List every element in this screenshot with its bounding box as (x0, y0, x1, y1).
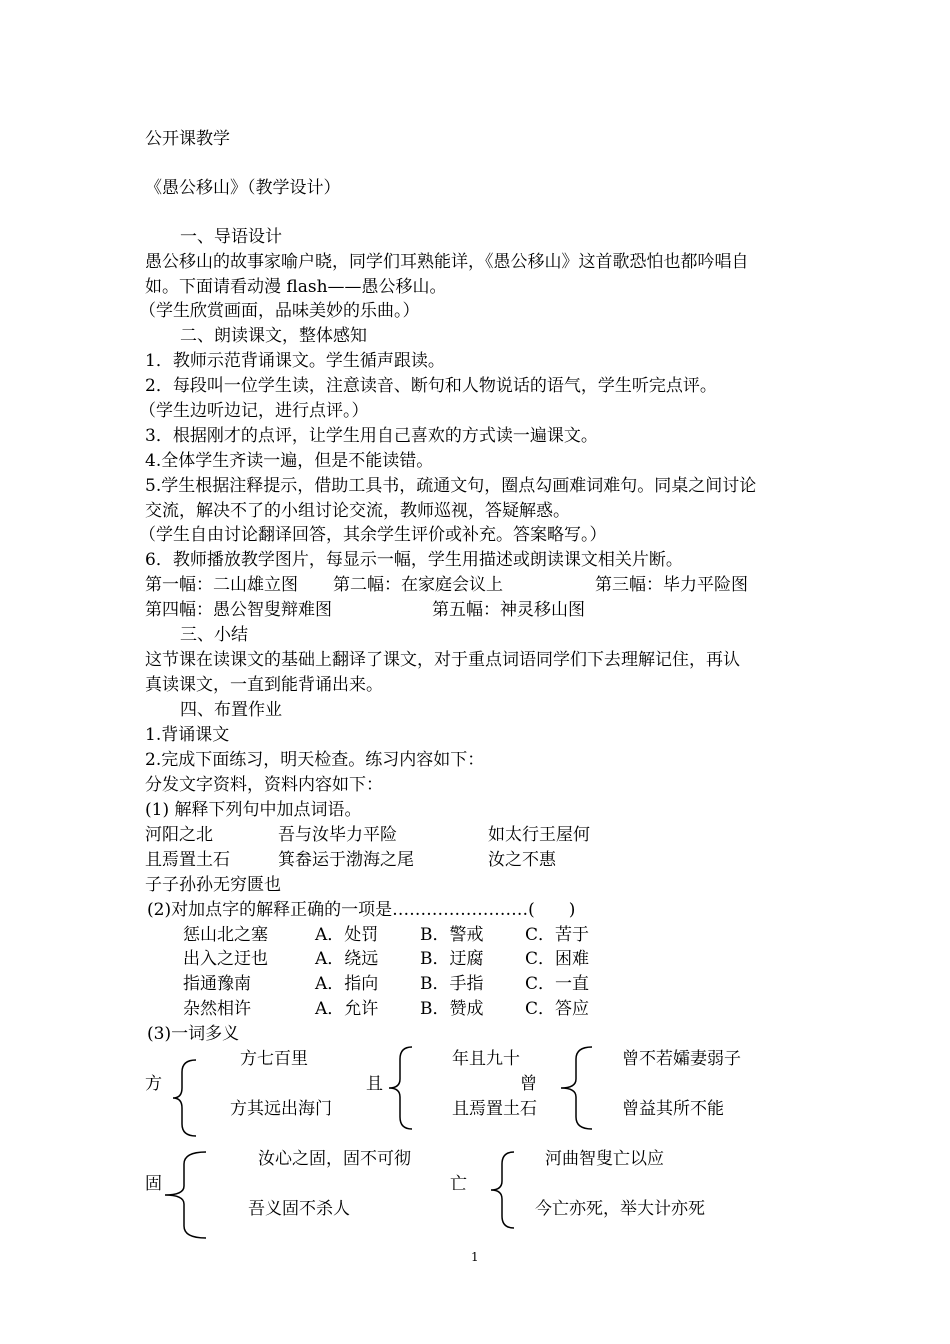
option-a: A．指向 (315, 974, 379, 994)
polysemy-example: 年且九十 (452, 1049, 520, 1069)
polysemy-example: 今亡亦死，举大计亦死 (535, 1199, 705, 1219)
option-phrase: 杂然相许 (183, 999, 251, 1019)
brace-icon (172, 1058, 202, 1138)
doc-header: 公开课教学 (145, 129, 230, 149)
section-heading-3: 三、小结 (180, 625, 248, 645)
homework-item: 1.背诵课文 (145, 725, 230, 745)
list-item: 2．每段叫一位学生读，注意读音、断句和人物说话的语气，学生听完点评。 (145, 376, 717, 396)
phrase-item: 吾与汝毕力平险 (278, 825, 397, 845)
phrase-item: 如太行王屋何 (488, 825, 590, 845)
section-heading-2: 二、朗读课文，整体感知 (180, 326, 367, 346)
option-a: A．允许 (315, 999, 379, 1019)
phrase-item: 河阳之北 (145, 825, 213, 845)
picture-item: 第五幅：神灵移山图 (432, 600, 585, 620)
polysemy-example: 曾益其所不能 (622, 1099, 724, 1119)
option-a: A．处罚 (315, 925, 379, 945)
option-a: A．绕远 (315, 949, 379, 969)
brace-icon (490, 1150, 520, 1230)
note: （学生边听边记，进行点评。） (139, 401, 369, 421)
option-phrase: 出入之迂也 (183, 949, 268, 969)
polysemy-example: 方七百里 (240, 1049, 308, 1069)
section-heading-1: 一、导语设计 (180, 227, 282, 247)
page-number: 1 (471, 1250, 479, 1264)
paragraph: 真读课文，一直到能背诵出来。 (145, 675, 383, 695)
paragraph: 愚公移山的故事家喻户晓，同学们耳熟能详，《愚公移山》这首歌恐怕也都吟唱自 (145, 252, 749, 272)
note: （学生自由讨论翻译回答，其余学生评价或补充。答案略写。） (139, 525, 607, 545)
paragraph: 这节课在读课文的基础上翻译了课文，对于重点词语同学们下去理解记住，再认 (145, 650, 740, 670)
brace-icon (164, 1150, 210, 1240)
phrase-item: 箕畚运于渤海之尾 (278, 850, 414, 870)
option-phrase: 指通豫南 (183, 974, 251, 994)
picture-item: 第一幅：二山雄立图 (145, 575, 298, 595)
picture-item: 第四幅：愚公智叟辩难图 (145, 600, 332, 620)
phrase-item: 且焉置土石 (145, 850, 230, 870)
paragraph: 如。下面请看动漫 flash——愚公移山。 (145, 277, 447, 297)
polysemy-example: 方其远出海门 (230, 1099, 332, 1119)
phrase-item: 子子孙孙无穷匮也 (145, 875, 281, 895)
section-heading-4: 四、布置作业 (180, 700, 282, 720)
picture-item: 第二幅：在家庭会议上 (333, 575, 503, 595)
question-2: (2)对加点字的解释正确的一项是……………………( ) (147, 900, 576, 920)
homework-item: 2.完成下面练习，明天检查。练习内容如下： (145, 750, 485, 770)
list-item: 1．教师示范背诵课文。学生循声跟读。 (145, 351, 445, 371)
polysemy-example: 汝心之固，固不可彻 (258, 1149, 411, 1169)
list-item: 5.学生根据注释提示，借助工具书，疏通文句，圈点勾画难词难句。同桌之间讨论 (145, 476, 757, 496)
polysemy-example: 曾不若孀妻弱子 (622, 1049, 741, 1069)
phrase-item: 汝之不惠 (488, 850, 556, 870)
option-b: B．手指 (420, 974, 484, 994)
polysemy-word: 且 (366, 1074, 383, 1094)
note: （学生欣赏画面，品味美妙的乐曲。） (139, 301, 420, 321)
brace-icon (560, 1045, 596, 1131)
polysemy-example: 且焉置土石 (452, 1099, 537, 1119)
option-b: B．警戒 (420, 925, 484, 945)
polysemy-word: 固 (145, 1174, 162, 1194)
picture-item: 第三幅：毕力平险图 (595, 575, 748, 595)
option-b: B．迂腐 (420, 949, 484, 969)
option-c: C．答应 (525, 999, 590, 1019)
polysemy-example: 河曲智叟亡以应 (545, 1149, 664, 1169)
option-c: C．苦于 (525, 925, 590, 945)
list-item: 3．根据刚才的点评，让学生用自己喜欢的方式读一遍课文。 (145, 426, 598, 446)
question-1: (1) 解释下列句中加点词语。 (145, 800, 362, 820)
option-phrase: 惩山北之塞 (183, 925, 268, 945)
brace-icon (388, 1045, 418, 1131)
polysemy-word: 亡 (450, 1174, 467, 1194)
doc-title: 《愚公移山》（教学设计） (145, 178, 341, 198)
list-item: 交流，解决不了的小组讨论交流，教师巡视，答疑解惑。 (145, 501, 570, 521)
homework-item: 分发文字资料，资料内容如下： (145, 775, 383, 795)
list-item: 4.全体学生齐读一遍，但是不能读错。 (145, 451, 434, 471)
option-c: C．一直 (525, 974, 590, 994)
list-item: 6．教师播放教学图片，每显示一幅，学生用描述或朗读课文相关片断。 (145, 550, 683, 570)
option-b: B．赞成 (420, 999, 484, 1019)
polysemy-word: 方 (145, 1074, 162, 1094)
polysemy-word: 曾 (520, 1074, 537, 1094)
question-3: (3)一词多义 (147, 1024, 240, 1044)
polysemy-example: 吾义固不杀人 (248, 1199, 350, 1219)
option-c: C．困难 (525, 949, 590, 969)
